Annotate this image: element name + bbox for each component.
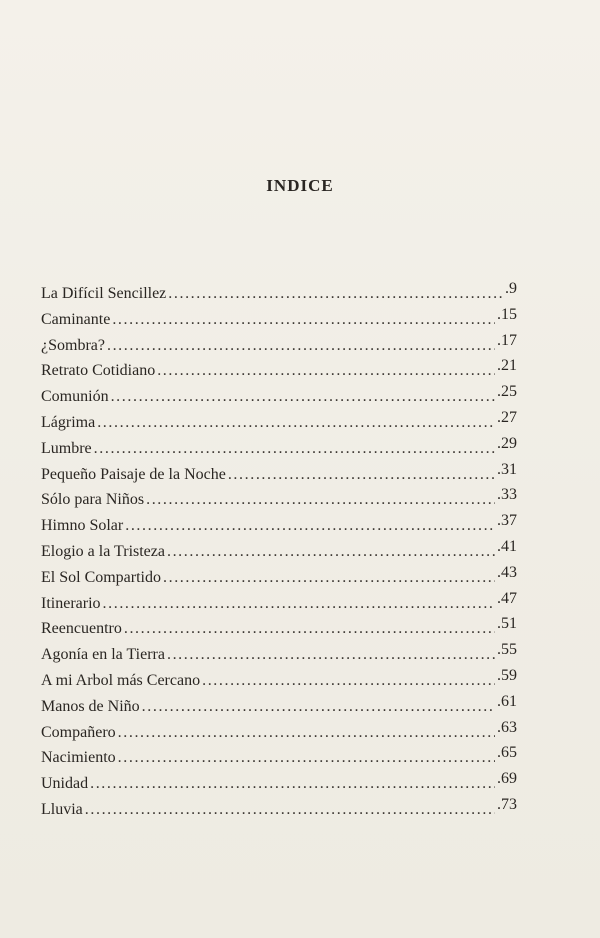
dot-leader: [112, 307, 495, 333]
dot-leader: [163, 565, 495, 591]
toc-entry-title: ¿Sombra?: [41, 336, 105, 354]
toc-entry-page-number: .31: [497, 460, 517, 478]
toc-entry-title: Agonía en la Tierra: [41, 646, 165, 664]
toc-entry-title: Comunión: [41, 388, 109, 406]
index-title: INDICE: [266, 176, 334, 195]
toc-entry: [41, 333, 517, 359]
toc-entry-title: Retrato Cotidiano: [41, 362, 156, 380]
toc-entry-title: Caminante: [41, 310, 111, 328]
toc-entry-title: A mi Arbol más Cercano: [41, 671, 201, 689]
toc-entry-title: Nacimiento: [41, 749, 116, 767]
dot-leader: [94, 436, 495, 462]
dot-leader: [202, 668, 495, 694]
toc-entry: [41, 797, 517, 823]
toc-entry-page-number: .47: [497, 589, 517, 607]
dot-leader: [167, 642, 495, 668]
toc-entry: [41, 720, 517, 746]
toc-entry: [41, 745, 517, 771]
dot-leader: [107, 333, 495, 359]
toc-entry-title: La Difícil Sencillez: [41, 285, 167, 302]
toc-entry-page-number: .61: [497, 692, 517, 710]
toc-entry-title: Pequeño Paisaje de la Noche: [41, 465, 226, 483]
dot-leader: [167, 539, 495, 565]
dot-leader: [125, 513, 495, 539]
toc-entry-title: Unidad: [41, 775, 89, 793]
toc-entry-title: Lágrima: [41, 413, 96, 431]
toc-entry-page-number: .21: [497, 357, 517, 375]
dot-leader: [168, 281, 503, 307]
toc-entry-page-number: .43: [497, 563, 517, 581]
toc-entry-title: Lluvia: [41, 800, 83, 818]
toc-entry-page-number: .51: [497, 615, 517, 633]
toc-entry: [41, 281, 517, 307]
dot-leader: [142, 694, 495, 720]
toc-entry: [41, 358, 517, 384]
toc-entry: [41, 436, 517, 462]
toc-entry-page-number: .15: [497, 305, 517, 323]
toc-entry-title: Lumbre: [41, 439, 92, 457]
toc-entry-title: Himno Solar: [41, 517, 124, 535]
table-of-contents: [41, 281, 517, 823]
toc-entry: [41, 487, 517, 513]
toc-entry-page-number: .55: [497, 641, 517, 659]
toc-entry: [41, 410, 517, 436]
toc-entry-page-number: .59: [497, 666, 517, 684]
toc-entry-title: Manos de Niño: [41, 697, 140, 715]
toc-entry-page-number: .41: [497, 537, 517, 555]
toc-entry: [41, 384, 517, 410]
toc-entry-page-number: .29: [497, 434, 517, 452]
dot-leader: [157, 358, 495, 384]
dot-leader: [90, 771, 495, 797]
toc-entry: [41, 565, 517, 591]
dot-leader: [118, 745, 495, 771]
toc-entry-page-number: .37: [497, 512, 517, 530]
dot-leader: [228, 462, 495, 488]
toc-entry-page-number: .33: [497, 486, 517, 504]
toc-entry: [41, 539, 517, 565]
toc-entry: [41, 462, 517, 488]
toc-entry-title: Sólo para Niños: [41, 491, 145, 509]
toc-entry-page-number: .63: [497, 718, 517, 736]
toc-entry-page-number: .27: [497, 408, 517, 426]
toc-entry-title: Compañero: [41, 723, 116, 741]
dot-leader: [111, 384, 495, 410]
toc-entry-page-number: .25: [497, 383, 517, 401]
toc-entry-page-number: .9: [505, 280, 517, 297]
dot-leader: [124, 616, 495, 642]
toc-entry-title: Elogio a la Tristeza: [41, 542, 165, 560]
toc-entry-title: Reencuentro: [41, 620, 122, 638]
dot-leader: [118, 720, 495, 746]
toc-entry: [41, 668, 517, 694]
dot-leader: [97, 410, 495, 436]
toc-entry: [41, 642, 517, 668]
toc-entry-page-number: .73: [497, 795, 517, 813]
toc-entry: [41, 694, 517, 720]
toc-entry-title: Itinerario: [41, 594, 101, 612]
dot-leader: [85, 797, 495, 823]
dot-leader: [103, 591, 495, 617]
toc-entry-page-number: .69: [497, 770, 517, 788]
toc-entry: [41, 591, 517, 617]
toc-entry: [41, 513, 517, 539]
toc-entry: [41, 771, 517, 797]
dot-leader: [146, 487, 495, 513]
toc-entry: [41, 616, 517, 642]
toc-entry-page-number: .65: [497, 744, 517, 762]
toc-entry-title: El Sol Compartido: [41, 568, 161, 586]
toc-entry-page-number: .17: [497, 331, 517, 349]
toc-entry: [41, 307, 517, 333]
